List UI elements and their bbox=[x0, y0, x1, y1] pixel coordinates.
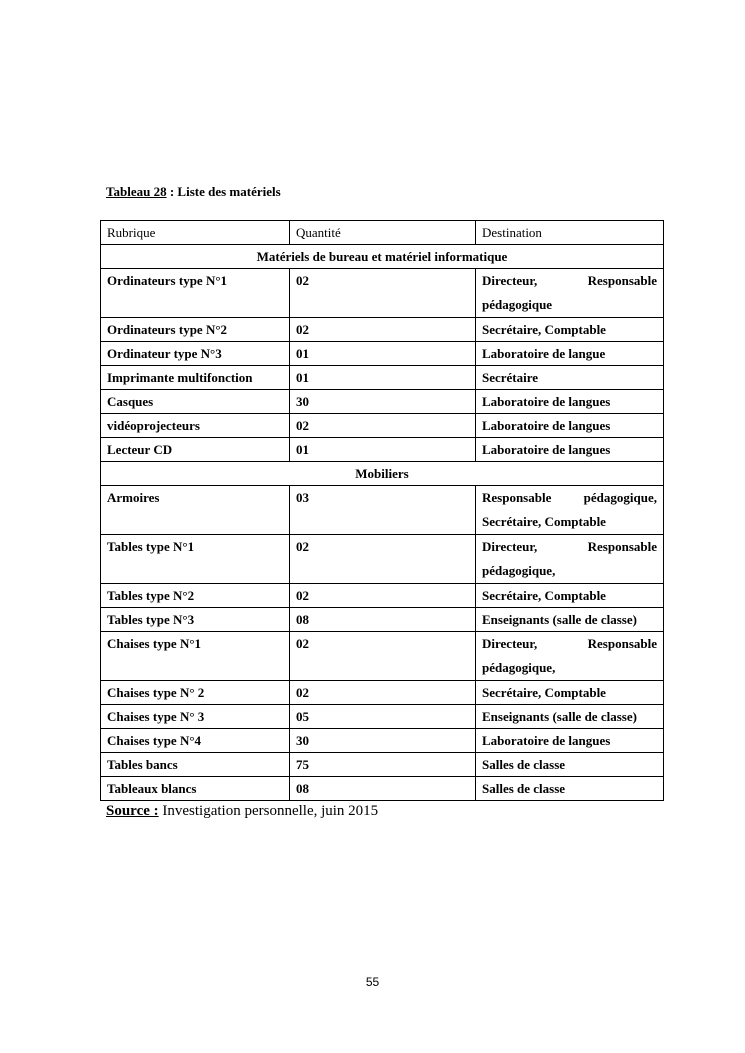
cell-rubrique: Tableaux blancs bbox=[101, 777, 290, 801]
table-row bbox=[101, 269, 664, 318]
table-row bbox=[101, 486, 664, 535]
cell-rubrique: Lecteur CD bbox=[101, 438, 290, 462]
cell-rubrique: Ordinateurs type N°2 bbox=[101, 318, 290, 342]
table-row bbox=[101, 318, 664, 342]
cell-quantite: 08 bbox=[290, 777, 476, 801]
cell-quantite: 02 bbox=[290, 318, 476, 342]
cell-quantite: 02 bbox=[290, 414, 476, 438]
cell-rubrique: Ordinateur type N°3 bbox=[101, 342, 290, 366]
cell-destination: Directeur, Responsable pédagogique, bbox=[476, 632, 664, 681]
table-row bbox=[101, 705, 664, 729]
table-row bbox=[101, 608, 664, 632]
table-row bbox=[101, 390, 664, 414]
section-title-bureau: Matériels de bureau et matériel informatique bbox=[101, 245, 664, 269]
cell-rubrique: Tables type N°1 bbox=[101, 535, 290, 584]
section-row-bureau bbox=[101, 245, 664, 269]
cell-destination: Salles de classe bbox=[476, 777, 664, 801]
cell-rubrique: Tables type N°2 bbox=[101, 584, 290, 608]
cell-quantite: 01 bbox=[290, 366, 476, 390]
cell-destination: Laboratoire de langues bbox=[476, 390, 664, 414]
cell-rubrique: Chaises type N° 3 bbox=[101, 705, 290, 729]
cell-quantite: 01 bbox=[290, 342, 476, 366]
table-header-row bbox=[101, 221, 664, 245]
cell-rubrique: Chaises type N°1 bbox=[101, 632, 290, 681]
table-row bbox=[101, 366, 664, 390]
table-row bbox=[101, 729, 664, 753]
section-title-mobiliers: Mobiliers bbox=[101, 462, 664, 486]
cell-destination: Salles de classe bbox=[476, 753, 664, 777]
cell-rubrique: Chaises type N° 2 bbox=[101, 681, 290, 705]
table-row bbox=[101, 438, 664, 462]
cell-quantite: 03 bbox=[290, 486, 476, 535]
cell-rubrique: Chaises type N°4 bbox=[101, 729, 290, 753]
materials-table-body bbox=[101, 221, 664, 801]
cell-rubrique: Casques bbox=[101, 390, 290, 414]
cell-destination: Laboratoire de langue bbox=[476, 342, 664, 366]
cell-rubrique: vidéoprojecteurs bbox=[101, 414, 290, 438]
header-destination: Destination bbox=[476, 221, 664, 245]
cell-quantite: 02 bbox=[290, 632, 476, 681]
cell-destination: Directeur, Responsable pédagogique bbox=[476, 269, 664, 318]
cell-rubrique: Tables bancs bbox=[101, 753, 290, 777]
cell-quantite: 02 bbox=[290, 535, 476, 584]
table-row bbox=[101, 342, 664, 366]
cell-destination: Enseignants (salle de classe) bbox=[476, 608, 664, 632]
cell-destination: Laboratoire de langues bbox=[476, 729, 664, 753]
cell-quantite: 05 bbox=[290, 705, 476, 729]
table-caption-text: : Liste des matériels bbox=[166, 184, 281, 199]
cell-destination: Enseignants (salle de classe) bbox=[476, 705, 664, 729]
section-row-mobiliers bbox=[101, 462, 664, 486]
cell-destination: Directeur, Responsable pédagogique, bbox=[476, 535, 664, 584]
header-rubrique: Rubrique bbox=[101, 221, 290, 245]
cell-rubrique: Imprimante multifonction bbox=[101, 366, 290, 390]
header-quantite: Quantité bbox=[290, 221, 476, 245]
table-row bbox=[101, 681, 664, 705]
cell-quantite: 02 bbox=[290, 681, 476, 705]
table-row bbox=[101, 777, 664, 801]
source-label: Source : bbox=[106, 803, 159, 819]
cell-quantite: 30 bbox=[290, 729, 476, 753]
cell-destination: Secrétaire, Comptable bbox=[476, 584, 664, 608]
materials-table bbox=[100, 220, 664, 801]
cell-rubrique: Tables type N°3 bbox=[101, 608, 290, 632]
cell-rubrique: Ordinateurs type N°1 bbox=[101, 269, 290, 318]
cell-rubrique: Armoires bbox=[101, 486, 290, 535]
source-text: Investigation personnelle, juin 2015 bbox=[158, 803, 379, 819]
cell-destination: Secrétaire, Comptable bbox=[476, 681, 664, 705]
cell-destination: Secrétaire, Comptable bbox=[476, 318, 664, 342]
cell-destination: Laboratoire de langues bbox=[476, 414, 664, 438]
cell-quantite: 02 bbox=[290, 584, 476, 608]
cell-destination: Secrétaire bbox=[476, 366, 664, 390]
table-row bbox=[101, 414, 664, 438]
table-row bbox=[101, 632, 664, 681]
cell-quantite: 75 bbox=[290, 753, 476, 777]
table-row bbox=[101, 535, 664, 584]
table-row bbox=[101, 753, 664, 777]
page-number: 55 bbox=[365, 975, 380, 989]
cell-quantite: 01 bbox=[290, 438, 476, 462]
source-note bbox=[106, 803, 378, 820]
table-caption bbox=[106, 184, 281, 200]
cell-destination: Responsable pédagogique, Secrétaire, Comptable bbox=[476, 486, 664, 535]
cell-quantite: 08 bbox=[290, 608, 476, 632]
table-row bbox=[101, 584, 664, 608]
cell-quantite: 02 bbox=[290, 269, 476, 318]
table-caption-label: Tableau 28 bbox=[106, 184, 167, 199]
cell-destination: Laboratoire de langues bbox=[476, 438, 664, 462]
cell-quantite: 30 bbox=[290, 390, 476, 414]
